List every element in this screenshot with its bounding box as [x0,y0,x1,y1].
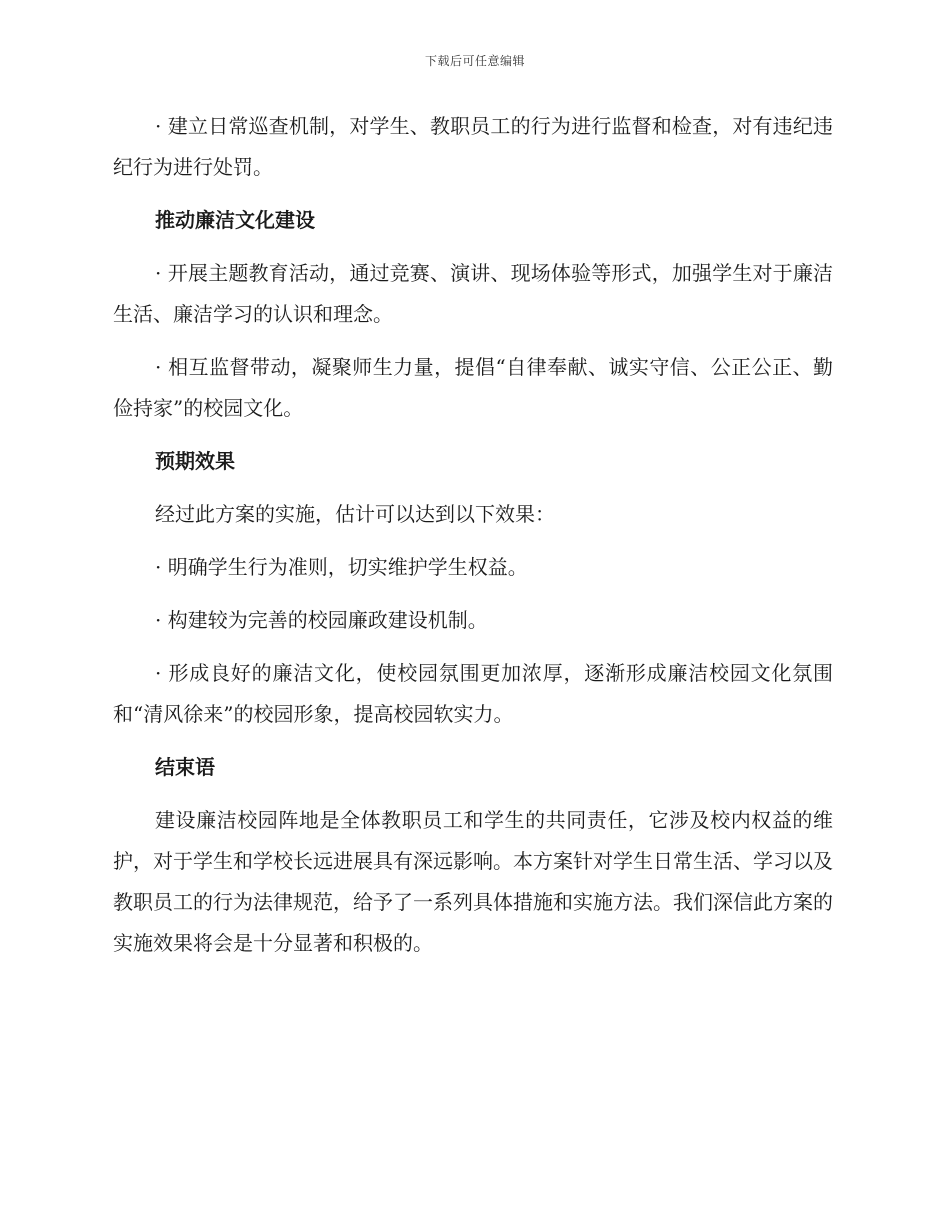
section-heading-culture: 推动廉洁文化建设 [155,208,315,232]
document-body [113,106,833,976]
paragraph-effects-intro: 经过此方案的实施，估计可以达到以下效果： [155,502,555,526]
page-header: 下载后可任意编辑 [424,54,525,68]
bullet-integrity-mechanism: · 构建较为完善的校园廉政建设机制。 [155,608,488,632]
bullet-integrity-culture: · 形成良好的廉洁文化，使校园氛围更加浓厚，逐渐形成廉洁校园文化氛围和“清风徐来”的校园形象，提高校园软实力。 [113,661,833,726]
bullet-theme-education: · 开展主题教育活动，通过竞赛、演讲、现场体验等形式，加强学生对于廉洁生活、廉洁学习的认识和理念。 [113,261,833,326]
bullet-mutual-supervision: · 相互监督带动，凝聚师生力量，提倡“自律奉献、诚实守信、公正公正、勤俭持家”的校园文化。 [113,355,833,420]
section-heading-expected-effects: 预期效果 [155,449,235,473]
bullet-patrol-mechanism: · 建立日常巡查机制，对学生、教职员工的行为进行监督和检查，对有违纪违纪行为进行处罚。 [113,114,833,179]
bullet-behavior-rules: · 明确学生行为准则，切实维护学生权益。 [155,555,528,579]
paragraph-conclusion: 建设廉洁校园阵地是全体教职员工和学生的共同责任，它涉及校内权益的维护，对于学生和学校长远进展具有深远影响。本方案针对学生日常生活、学习以及教职员工的行为法律规范，给予了一系列具体措施和实施方法。我们深信此方案的实施效果将会是十分显著和积极的。 [113,808,833,955]
section-heading-conclusion: 结束语 [155,755,215,779]
